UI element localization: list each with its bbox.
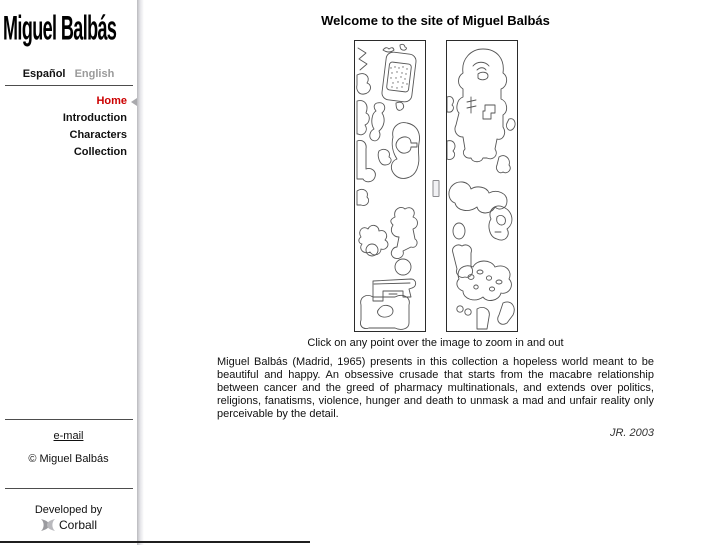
nav-item-collection[interactable]: Collection	[73, 146, 127, 158]
divider	[5, 488, 133, 489]
language-switcher	[0, 68, 137, 80]
lang-english[interactable]: English	[74, 68, 115, 80]
nav-item-characters[interactable]: Characters	[69, 129, 127, 141]
sidebar-edge-strip	[137, 0, 144, 545]
main-content	[144, 0, 727, 439]
lang-espanol[interactable]: Español	[22, 68, 66, 80]
developer-credit-link[interactable]	[0, 518, 137, 532]
image-divider-handle	[432, 180, 439, 197]
divider	[5, 419, 133, 420]
page-title: Welcome to the site of Miguel Balbás	[321, 13, 550, 28]
intro-paragraph: Miguel Balbás (Madrid, 1965) presents in this collection a hopeless world meant to be beautiful and happy. An obsessive crusade that starts from the macabre relationship between cancer and the greed of pharmacy multinationals, and extends over politics, religions, fanatisms, violence, hunger and death to unmask a mad and unfair reality only perceivable by the detail.	[217, 356, 654, 420]
bottom-border-line	[0, 541, 310, 543]
developer-name: Corball	[58, 518, 97, 532]
artwork-diptych	[144, 40, 727, 332]
artwork-panel-right[interactable]	[446, 40, 518, 332]
developed-by-label: Developed by	[34, 504, 103, 516]
nav-item-home[interactable]: Home	[96, 95, 127, 107]
divider	[5, 85, 133, 86]
sidebar	[0, 0, 137, 545]
main-nav	[63, 96, 127, 164]
nav-item-introduction[interactable]: Introduction	[62, 112, 127, 124]
artwork-caption: Click on any point over the image to zoom in and out	[307, 337, 564, 349]
signature-text: JR. 2003	[609, 427, 654, 439]
email-link[interactable]: e-mail	[53, 430, 84, 442]
corball-logo-icon	[40, 519, 56, 531]
copyright-text: © Miguel Balbás	[28, 453, 109, 465]
artwork-panel-left[interactable]	[354, 40, 426, 332]
site-logo[interactable]: Miguel Balbás	[3, 8, 117, 48]
